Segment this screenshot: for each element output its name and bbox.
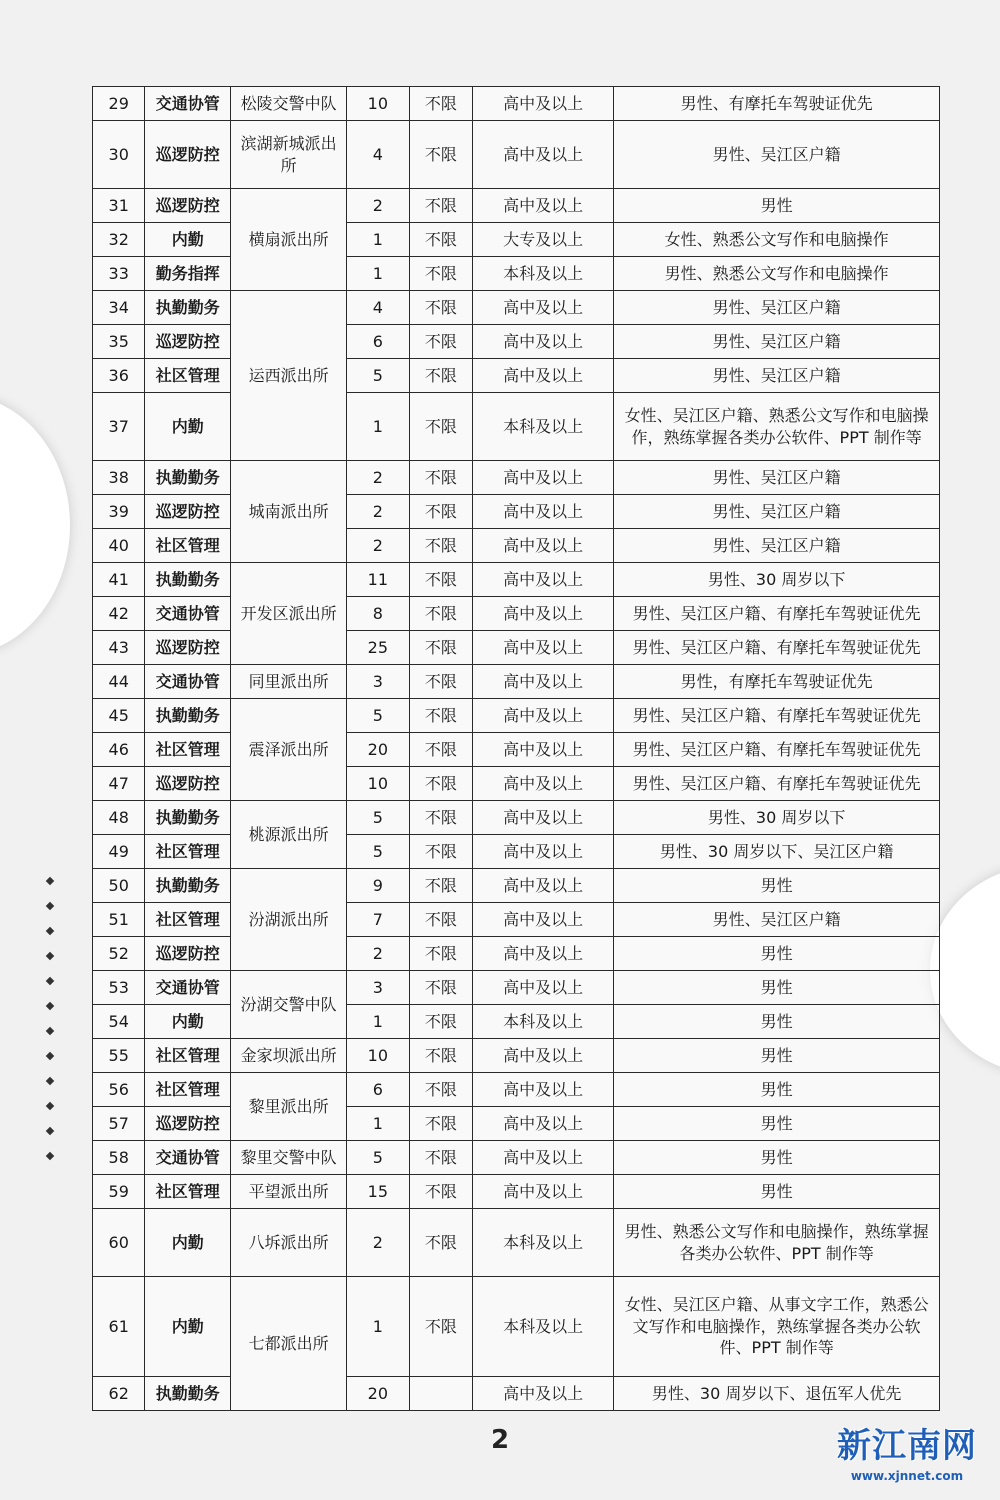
cell-position: 巡逻防控 <box>145 767 231 801</box>
cell-position: 巡逻防控 <box>145 631 231 665</box>
cell-education: 高中及以上 <box>473 563 614 597</box>
cell-position: 社区管理 <box>145 835 231 869</box>
cell-no: 55 <box>93 1039 145 1073</box>
left-decorative-circle <box>0 395 70 655</box>
cell-education: 高中及以上 <box>473 767 614 801</box>
site-watermark <box>832 1418 982 1483</box>
cell-unit: 同里派出所 <box>231 665 347 699</box>
cell-age: 不限 <box>409 461 473 495</box>
cell-age: 不限 <box>409 325 473 359</box>
cell-count: 7 <box>347 903 410 937</box>
cell-count: 25 <box>347 631 410 665</box>
cell-requirement: 男性、吴江区户籍 <box>614 903 940 937</box>
cell-age: 不限 <box>409 121 473 189</box>
cell-position: 执勤勤务 <box>145 291 231 325</box>
cell-requirement: 男性、吴江区户籍、有摩托车驾驶证优先 <box>614 631 940 665</box>
cell-education: 本科及以上 <box>473 1005 614 1039</box>
cell-unit: 开发区派出所 <box>231 563 347 665</box>
cell-age: 不限 <box>409 801 473 835</box>
cell-position: 勤务指挥 <box>145 257 231 291</box>
cell-requirement: 男性 <box>614 1175 940 1209</box>
cell-no: 31 <box>93 189 145 223</box>
cell-position: 内勤 <box>145 393 231 461</box>
cell-age: 不限 <box>409 903 473 937</box>
cell-count: 2 <box>347 495 410 529</box>
cell-no: 43 <box>93 631 145 665</box>
cell-no: 49 <box>93 835 145 869</box>
cell-age <box>409 1377 473 1411</box>
cell-education: 高中及以上 <box>473 1107 614 1141</box>
cell-no: 36 <box>93 359 145 393</box>
table-row <box>93 1073 940 1107</box>
cell-no: 35 <box>93 325 145 359</box>
cell-count: 1 <box>347 1277 410 1377</box>
cell-requirement: 男性、吴江区户籍 <box>614 359 940 393</box>
cell-count: 5 <box>347 359 410 393</box>
cell-education: 高中及以上 <box>473 1377 614 1411</box>
table-row <box>93 1377 940 1411</box>
cell-position: 社区管理 <box>145 1175 231 1209</box>
cell-position: 社区管理 <box>145 733 231 767</box>
cell-no: 33 <box>93 257 145 291</box>
table-row <box>93 699 940 733</box>
cell-no: 52 <box>93 937 145 971</box>
cell-education: 大专及以上 <box>473 223 614 257</box>
cell-requirement: 男性 <box>614 869 940 903</box>
table-row <box>93 1209 940 1277</box>
cell-position: 社区管理 <box>145 903 231 937</box>
table-row <box>93 733 940 767</box>
cell-education: 高中及以上 <box>473 665 614 699</box>
table-row <box>93 563 940 597</box>
table-row <box>93 903 940 937</box>
cell-requirement: 男性 <box>614 1073 940 1107</box>
cell-no: 39 <box>93 495 145 529</box>
cell-age: 不限 <box>409 665 473 699</box>
cell-count: 1 <box>347 1107 410 1141</box>
cell-education: 高中及以上 <box>473 325 614 359</box>
cell-education: 高中及以上 <box>473 631 614 665</box>
cell-requirement: 男性、吴江区户籍 <box>614 121 940 189</box>
diamond-bullet-decoration <box>44 878 58 1178</box>
cell-no: 50 <box>93 869 145 903</box>
cell-unit: 七都派出所 <box>231 1277 347 1411</box>
cell-count: 11 <box>347 563 410 597</box>
cell-requirement: 男性、吴江区户籍、有摩托车驾驶证优先 <box>614 597 940 631</box>
cell-position: 巡逻防控 <box>145 325 231 359</box>
cell-age: 不限 <box>409 223 473 257</box>
cell-education: 高中及以上 <box>473 801 614 835</box>
cell-no: 30 <box>93 121 145 189</box>
cell-no: 42 <box>93 597 145 631</box>
cell-requirement: 男性、吴江区户籍、有摩托车驾驶证优先 <box>614 699 940 733</box>
cell-requirement: 男性 <box>614 1039 940 1073</box>
cell-no: 54 <box>93 1005 145 1039</box>
cell-count: 9 <box>347 869 410 903</box>
cell-requirement: 男性、吴江区户籍 <box>614 495 940 529</box>
cell-count: 2 <box>347 1209 410 1277</box>
cell-count: 10 <box>347 767 410 801</box>
cell-no: 34 <box>93 291 145 325</box>
cell-education: 高中及以上 <box>473 1175 614 1209</box>
cell-position: 执勤勤务 <box>145 461 231 495</box>
cell-education: 高中及以上 <box>473 529 614 563</box>
cell-unit: 黎里交警中队 <box>231 1141 347 1175</box>
table-row <box>93 1107 940 1141</box>
cell-no: 53 <box>93 971 145 1005</box>
cell-no: 59 <box>93 1175 145 1209</box>
cell-age: 不限 <box>409 495 473 529</box>
cell-education: 高中及以上 <box>473 971 614 1005</box>
cell-position: 交通协管 <box>145 971 231 1005</box>
cell-no: 38 <box>93 461 145 495</box>
cell-education: 高中及以上 <box>473 359 614 393</box>
recruitment-table <box>92 86 940 1411</box>
cell-education: 高中及以上 <box>473 461 614 495</box>
cell-position: 执勤勤务 <box>145 801 231 835</box>
cell-requirement: 男性 <box>614 1107 940 1141</box>
right-decorative-circle <box>930 865 1000 1075</box>
cell-position: 交通协管 <box>145 1141 231 1175</box>
table-row <box>93 189 940 223</box>
cell-count: 8 <box>347 597 410 631</box>
cell-education: 高中及以上 <box>473 87 614 121</box>
cell-unit: 金家坝派出所 <box>231 1039 347 1073</box>
cell-education: 高中及以上 <box>473 495 614 529</box>
page-number: 2 <box>490 1425 510 1455</box>
cell-requirement: 男性、吴江区户籍 <box>614 291 940 325</box>
cell-no: 37 <box>93 393 145 461</box>
cell-count: 1 <box>347 223 410 257</box>
cell-requirement: 男性 <box>614 189 940 223</box>
cell-education: 高中及以上 <box>473 1141 614 1175</box>
cell-unit: 滨湖新城派出所 <box>231 121 347 189</box>
cell-position: 执勤勤务 <box>145 699 231 733</box>
cell-position: 巡逻防控 <box>145 495 231 529</box>
cell-unit: 汾湖交警中队 <box>231 971 347 1039</box>
table-row <box>93 223 940 257</box>
cell-count: 6 <box>347 325 410 359</box>
cell-requirement: 男性、30 周岁以下 <box>614 801 940 835</box>
table-row <box>93 325 940 359</box>
cell-age: 不限 <box>409 869 473 903</box>
cell-no: 41 <box>93 563 145 597</box>
cell-requirement: 男性、吴江区户籍、有摩托车驾驶证优先 <box>614 767 940 801</box>
cell-age: 不限 <box>409 1141 473 1175</box>
cell-unit: 汾湖派出所 <box>231 869 347 971</box>
cell-requirement: 女性、吴江区户籍、熟悉公文写作和电脑操作，熟练掌握各类办公软件、PPT 制作等 <box>614 393 940 461</box>
cell-position: 执勤勤务 <box>145 563 231 597</box>
cell-unit: 松陵交警中队 <box>231 87 347 121</box>
cell-no: 51 <box>93 903 145 937</box>
cell-requirement: 女性、熟悉公文写作和电脑操作 <box>614 223 940 257</box>
table-row <box>93 393 940 461</box>
cell-position: 交通协管 <box>145 665 231 699</box>
cell-count: 10 <box>347 1039 410 1073</box>
cell-age: 不限 <box>409 87 473 121</box>
cell-requirement: 男性、吴江区户籍 <box>614 325 940 359</box>
table-row <box>93 801 940 835</box>
watermark-url: www.xjnnet.com <box>850 1469 964 1483</box>
cell-age: 不限 <box>409 291 473 325</box>
cell-requirement: 男性、30 周岁以下、退伍军人优先 <box>614 1377 940 1411</box>
cell-no: 56 <box>93 1073 145 1107</box>
cell-no: 62 <box>93 1377 145 1411</box>
table-row <box>93 1005 940 1039</box>
table-row <box>93 1277 940 1377</box>
cell-count: 4 <box>347 121 410 189</box>
table-row <box>93 937 940 971</box>
cell-age: 不限 <box>409 189 473 223</box>
cell-education: 本科及以上 <box>473 257 614 291</box>
cell-position: 内勤 <box>145 1005 231 1039</box>
cell-no: 45 <box>93 699 145 733</box>
table-row <box>93 665 940 699</box>
cell-count: 6 <box>347 1073 410 1107</box>
cell-position: 巡逻防控 <box>145 121 231 189</box>
cell-no: 46 <box>93 733 145 767</box>
cell-requirement: 男性，有摩托车驾驶证优先 <box>614 665 940 699</box>
cell-count: 20 <box>347 733 410 767</box>
cell-position: 交通协管 <box>145 597 231 631</box>
cell-count: 5 <box>347 835 410 869</box>
cell-count: 5 <box>347 1141 410 1175</box>
cell-requirement: 男性、熟悉公文写作和电脑操作 <box>614 257 940 291</box>
cell-age: 不限 <box>409 1277 473 1377</box>
table-row <box>93 597 940 631</box>
cell-position: 执勤勤务 <box>145 869 231 903</box>
table-row <box>93 291 940 325</box>
table-row <box>93 121 940 189</box>
table-row <box>93 1141 940 1175</box>
cell-requirement: 男性、吴江区户籍 <box>614 461 940 495</box>
cell-education: 高中及以上 <box>473 121 614 189</box>
cell-requirement: 女性、吴江区户籍、从事文字工作，熟悉公文写作和电脑操作，熟练掌握各类办公软件、PPT 制作等 <box>614 1277 940 1377</box>
cell-count: 5 <box>347 699 410 733</box>
cell-no: 58 <box>93 1141 145 1175</box>
cell-count: 1 <box>347 1005 410 1039</box>
cell-requirement: 男性 <box>614 937 940 971</box>
cell-no: 47 <box>93 767 145 801</box>
cell-count: 20 <box>347 1377 410 1411</box>
cell-education: 高中及以上 <box>473 189 614 223</box>
cell-unit: 城南派出所 <box>231 461 347 563</box>
table-row <box>93 767 940 801</box>
table-row <box>93 835 940 869</box>
cell-position: 社区管理 <box>145 1073 231 1107</box>
cell-unit: 运西派出所 <box>231 291 347 461</box>
cell-age: 不限 <box>409 597 473 631</box>
cell-count: 5 <box>347 801 410 835</box>
cell-position: 巡逻防控 <box>145 937 231 971</box>
cell-age: 不限 <box>409 835 473 869</box>
cell-unit: 震泽派出所 <box>231 699 347 801</box>
watermark-title: 新江南网 <box>837 1426 977 1466</box>
cell-no: 57 <box>93 1107 145 1141</box>
cell-age: 不限 <box>409 1175 473 1209</box>
cell-no: 44 <box>93 665 145 699</box>
cell-count: 4 <box>347 291 410 325</box>
cell-education: 本科及以上 <box>473 1277 614 1377</box>
cell-requirement: 男性、熟悉公文写作和电脑操作，熟练掌握各类办公软件、PPT 制作等 <box>614 1209 940 1277</box>
cell-count: 1 <box>347 393 410 461</box>
cell-position: 社区管理 <box>145 529 231 563</box>
cell-requirement: 男性 <box>614 971 940 1005</box>
cell-no: 32 <box>93 223 145 257</box>
cell-count: 2 <box>347 937 410 971</box>
cell-no: 40 <box>93 529 145 563</box>
cell-position: 社区管理 <box>145 1039 231 1073</box>
cell-education: 高中及以上 <box>473 937 614 971</box>
table-row <box>93 257 940 291</box>
cell-unit: 横扇派出所 <box>231 189 347 291</box>
cell-unit: 八坼派出所 <box>231 1209 347 1277</box>
cell-requirement: 男性、有摩托车驾驶证优先 <box>614 87 940 121</box>
cell-age: 不限 <box>409 563 473 597</box>
table-row <box>93 359 940 393</box>
cell-education: 高中及以上 <box>473 1073 614 1107</box>
table-row <box>93 1039 940 1073</box>
cell-requirement: 男性 <box>614 1005 940 1039</box>
cell-age: 不限 <box>409 1073 473 1107</box>
cell-requirement: 男性、30 周岁以下 <box>614 563 940 597</box>
cell-age: 不限 <box>409 1005 473 1039</box>
cell-age: 不限 <box>409 257 473 291</box>
cell-age: 不限 <box>409 1107 473 1141</box>
cell-age: 不限 <box>409 359 473 393</box>
cell-education: 高中及以上 <box>473 733 614 767</box>
table-row <box>93 495 940 529</box>
cell-age: 不限 <box>409 937 473 971</box>
cell-requirement: 男性、30 周岁以下、吴江区户籍 <box>614 835 940 869</box>
cell-age: 不限 <box>409 631 473 665</box>
cell-count: 3 <box>347 971 410 1005</box>
cell-age: 不限 <box>409 733 473 767</box>
cell-education: 高中及以上 <box>473 291 614 325</box>
table-row <box>93 1175 940 1209</box>
cell-requirement: 男性、吴江区户籍 <box>614 529 940 563</box>
cell-requirement: 男性、吴江区户籍、有摩托车驾驶证优先 <box>614 733 940 767</box>
cell-count: 2 <box>347 461 410 495</box>
cell-education: 高中及以上 <box>473 597 614 631</box>
cell-position: 执勤勤务 <box>145 1377 231 1411</box>
cell-age: 不限 <box>409 1039 473 1073</box>
cell-position: 内勤 <box>145 223 231 257</box>
cell-position: 社区管理 <box>145 359 231 393</box>
cell-age: 不限 <box>409 1209 473 1277</box>
cell-age: 不限 <box>409 699 473 733</box>
cell-count: 2 <box>347 189 410 223</box>
cell-education: 本科及以上 <box>473 393 614 461</box>
table-row <box>93 869 940 903</box>
cell-no: 60 <box>93 1209 145 1277</box>
cell-age: 不限 <box>409 393 473 461</box>
cell-position: 交通协管 <box>145 87 231 121</box>
cell-education: 高中及以上 <box>473 699 614 733</box>
cell-position: 巡逻防控 <box>145 1107 231 1141</box>
cell-position: 内勤 <box>145 1277 231 1377</box>
cell-count: 15 <box>347 1175 410 1209</box>
cell-count: 10 <box>347 87 410 121</box>
cell-position: 巡逻防控 <box>145 189 231 223</box>
cell-unit: 黎里派出所 <box>231 1073 347 1141</box>
cell-requirement: 男性 <box>614 1141 940 1175</box>
table-row <box>93 631 940 665</box>
cell-count: 3 <box>347 665 410 699</box>
cell-education: 高中及以上 <box>473 869 614 903</box>
cell-no: 48 <box>93 801 145 835</box>
table-row <box>93 529 940 563</box>
cell-education: 本科及以上 <box>473 1209 614 1277</box>
cell-position: 内勤 <box>145 1209 231 1277</box>
cell-education: 高中及以上 <box>473 903 614 937</box>
cell-count: 1 <box>347 257 410 291</box>
cell-count: 2 <box>347 529 410 563</box>
cell-no: 29 <box>93 87 145 121</box>
cell-age: 不限 <box>409 767 473 801</box>
table-row <box>93 971 940 1005</box>
cell-unit: 平望派出所 <box>231 1175 347 1209</box>
cell-age: 不限 <box>409 529 473 563</box>
table-row <box>93 461 940 495</box>
cell-education: 高中及以上 <box>473 835 614 869</box>
table-row <box>93 87 940 121</box>
cell-age: 不限 <box>409 971 473 1005</box>
cell-unit: 桃源派出所 <box>231 801 347 869</box>
cell-no: 61 <box>93 1277 145 1377</box>
cell-education: 高中及以上 <box>473 1039 614 1073</box>
